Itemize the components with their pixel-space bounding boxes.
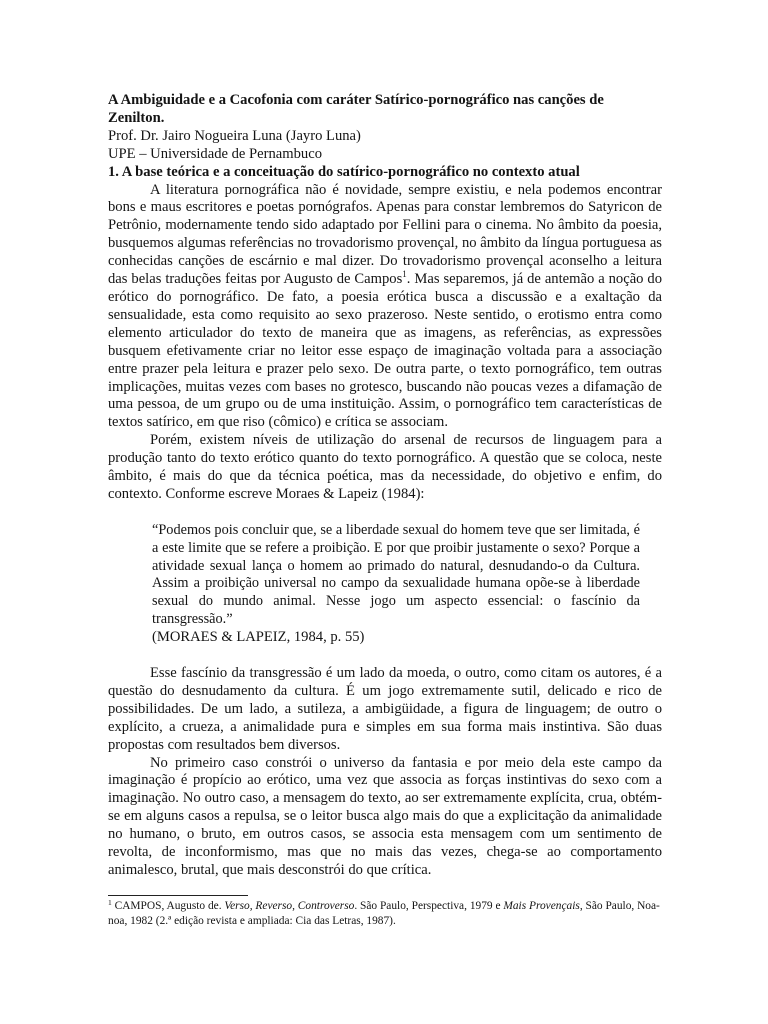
- article-title: A Ambiguidade e a Cacofonia com caráter Satírico-pornográfico nas canções de Zenilton.: [108, 92, 604, 126]
- block-quote: “Podemos pois concluir que, se a liberdade sexual do homem teve que ser limitada, é a este limite que se refere a proibição. E por que proibir justamente o sexo? Porque a atividade sexual lança o homem ao primado do natural, desnudando-o da Cultura. Assim a proibição universal no campo da sexualidade humana opõe-se à liberdade sexual do mundo animal. Nesse jogo um aspecto essencial: o fascínio da transgressão.”: [152, 521, 640, 628]
- footnote-text: . São Paulo, Perspectiva, 1979 e: [354, 900, 504, 912]
- spacer: [108, 504, 662, 522]
- footnote-book-title: Verso, Reverso, Controverso: [224, 900, 355, 912]
- paragraph-3: Esse fascínio da transgressão é um lado da moeda, o outro, como citam os autores, é a questão do desnudamento da cultura. É um jogo extremamente sutil, delicado e rico de possibilidades. De um lado, a sutileza, a ambigüidade, a figura de linguagem; de outro o explícito, a crueza, a animalidade pura e simples em sua forma mais instintiva. São duas propostas com resultados bem diversos.: [108, 664, 662, 753]
- footnote-1: [108, 899, 662, 929]
- footnote-divider: [108, 895, 248, 896]
- footnote-book-title: Mais Provençais: [503, 900, 580, 912]
- spacer: [108, 647, 662, 665]
- author-line: Prof. Dr. Jairo Nogueira Luna (Jayro Luna): [108, 127, 361, 144]
- paragraph-1-part-a: A literatura pornográfica não é novidade, sempre existiu, e nela podemos encontrar bons e maus escritores e poetas pornógrafos. Apenas para constar lembremos do Satyricon de Petrônio, modernamente tendo sido adaptado por Fellini para o cinema. No âmbito da poesia, busquemos algumas referências no trovadorismo provençal, no âmbito da língua portuguesa as conhecidas canções de escárnio e mal dizer. Do trovadorismo provençal aconselho a leitura das belas traduções feitas por Augusto de Campos: [108, 181, 662, 288]
- footnote-text: CAMPOS, Augusto de.: [111, 900, 225, 912]
- paragraph-1: [108, 182, 662, 433]
- footnote-text: , São Paulo, Noa-noa, 1982 (2.ª edição revista e ampliada: Cia das Letras, 1987).: [108, 900, 660, 927]
- footnote-number: 1: [108, 898, 112, 907]
- paragraph-2: Porém, existem níveis de utilização do arsenal de recursos de linguagem para a produção tanto do texto erótico quanto do texto pornográfico. A questão que se coloca, neste âmbito, é mais do que da técnica poética, mas da necessidade, do objetivo e enfim, do contexto. Conforme escreve Moraes & Lapeiz (1984):: [108, 432, 662, 502]
- paragraph-4: No primeiro caso constrói o universo da fantasia e por meio dela este campo da imaginação é propício ao erótico, uma vez que associa as forças instintivas do sexo com a imaginação. No outro caso, a mensagem do texto, ao ser extremamente explícita, crua, obtém-se em alguns casos a repulsa, se o leitor busca algo mais do que a explicitação da animalidade no humano, o bruto, em outros casos, se associa esta mensagem com um sentimento de revolta, de inconformismo, mas que no mais das vezes, chega-se ao comportamento animalesco, brutal, que mais desconstrói do que crítica.: [108, 754, 662, 878]
- institution-line: UPE – Universidade de Pernambuco: [108, 145, 322, 162]
- footnote-ref: 1: [402, 269, 407, 280]
- section-heading: 1. A base teórica e a conceituação do satírico-pornográfico no contexto atual: [108, 163, 580, 180]
- article-body: [108, 92, 662, 880]
- paragraph-1-part-b: . Mas separemos, já de antemão a noção do erótico do pornográfico. De fato, a poesia erótica busca a discussão e a exaltação da sensualidade, esta como requisito ao sexo prazeroso. Neste sentido, o erotismo entra como elemento articulador do texto de maneira que as imagens, as referências, as expressões busquem efetivamente criar no leitor esse espaço de imaginação voltada para a associação entre prazer pela leitura e prazer pelo sexo. De outra parte, o texto pornográfico, tem outras implicações, muitas vezes com bases no grotesco, buscando não poucas vezes a difamação de uma pessoa, de um grupo ou de uma instituição. Assim, o pornográfico tem características de textos satírico, em que riso (cômico) e crítica se associam.: [108, 271, 662, 431]
- footnote-area: [108, 895, 662, 929]
- quote-citation: (MORAES & LAPEIZ, 1984, p. 55): [152, 629, 365, 646]
